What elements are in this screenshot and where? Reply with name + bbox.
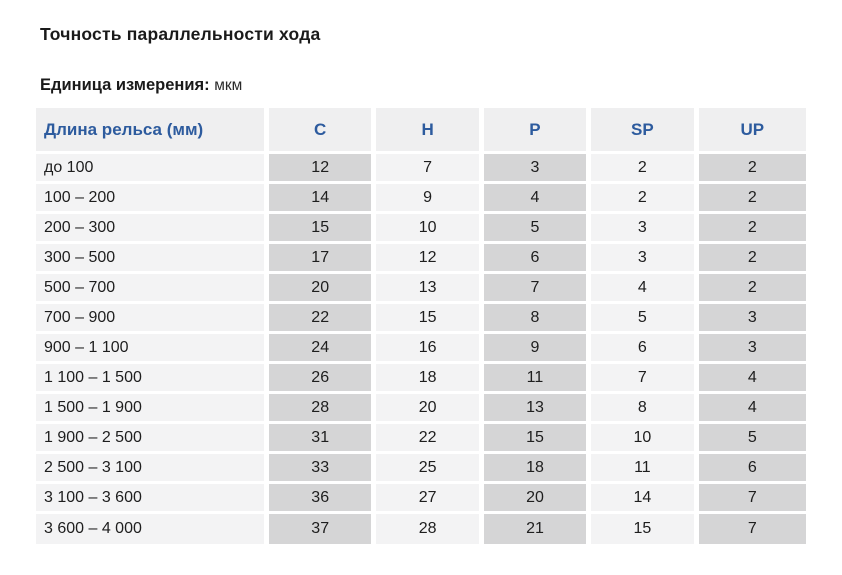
rail-length-cell: 300 – 500 <box>36 244 269 274</box>
rail-length-cell: 700 – 900 <box>36 304 269 334</box>
table-row <box>36 214 806 244</box>
value-cell: 31 <box>269 424 376 454</box>
table-row <box>36 274 806 304</box>
rail-length-cell: 1 500 – 1 900 <box>36 394 269 424</box>
value-cell: 9 <box>484 334 591 364</box>
rail-length-cell: 1 900 – 2 500 <box>36 424 269 454</box>
table-row <box>36 304 806 334</box>
value-cell: 6 <box>484 244 591 274</box>
value-cell: 11 <box>484 364 591 394</box>
value-cell: 2 <box>699 214 806 244</box>
column-header-h: H <box>376 108 483 154</box>
value-cell: 37 <box>269 514 376 544</box>
value-cell: 3 <box>699 304 806 334</box>
page-title: Точность параллельности хода <box>40 24 321 44</box>
value-cell: 5 <box>699 424 806 454</box>
value-cell: 28 <box>376 514 483 544</box>
header-row <box>36 108 806 154</box>
value-cell: 20 <box>484 484 591 514</box>
table-row <box>36 484 806 514</box>
column-header-sp: SP <box>591 108 698 154</box>
parallelism-accuracy-table <box>36 108 806 544</box>
value-cell: 15 <box>484 424 591 454</box>
value-cell: 10 <box>591 424 698 454</box>
rail-length-cell: 200 – 300 <box>36 214 269 244</box>
value-cell: 2 <box>591 184 698 214</box>
table-row <box>36 424 806 454</box>
column-header-rail-length: Длина рельса (мм) <box>36 108 269 154</box>
value-cell: 2 <box>591 154 698 184</box>
value-cell: 6 <box>591 334 698 364</box>
table-row <box>36 394 806 424</box>
value-cell: 8 <box>484 304 591 334</box>
value-cell: 8 <box>591 394 698 424</box>
value-cell: 24 <box>269 334 376 364</box>
table-head <box>36 108 806 154</box>
value-cell: 3 <box>484 154 591 184</box>
table-row <box>36 334 806 364</box>
value-cell: 15 <box>269 214 376 244</box>
value-cell: 5 <box>484 214 591 244</box>
value-cell: 13 <box>376 274 483 304</box>
value-cell: 7 <box>591 364 698 394</box>
value-cell: 22 <box>376 424 483 454</box>
rail-length-cell: 100 – 200 <box>36 184 269 214</box>
value-cell: 7 <box>376 154 483 184</box>
value-cell: 15 <box>591 514 698 544</box>
value-cell: 16 <box>376 334 483 364</box>
rail-length-cell: 900 – 1 100 <box>36 334 269 364</box>
value-cell: 4 <box>591 274 698 304</box>
rail-length-cell: 3 600 – 4 000 <box>36 514 269 544</box>
value-cell: 33 <box>269 454 376 484</box>
value-cell: 15 <box>376 304 483 334</box>
value-cell: 12 <box>269 154 376 184</box>
value-cell: 6 <box>699 454 806 484</box>
table-row <box>36 364 806 394</box>
value-cell: 14 <box>591 484 698 514</box>
rail-length-cell: 1 100 – 1 500 <box>36 364 269 394</box>
value-cell: 21 <box>484 514 591 544</box>
value-cell: 7 <box>484 274 591 304</box>
value-cell: 13 <box>484 394 591 424</box>
table-row <box>36 244 806 274</box>
value-cell: 4 <box>484 184 591 214</box>
value-cell: 3 <box>699 334 806 364</box>
unit-label: Единица измерения: <box>40 76 210 94</box>
value-cell: 2 <box>699 184 806 214</box>
value-cell: 20 <box>376 394 483 424</box>
unit-of-measure-line <box>40 76 806 95</box>
value-cell: 26 <box>269 364 376 394</box>
value-cell: 7 <box>699 514 806 544</box>
value-cell: 2 <box>699 244 806 274</box>
value-cell: 28 <box>269 394 376 424</box>
rail-length-cell: 3 100 – 3 600 <box>36 484 269 514</box>
value-cell: 2 <box>699 154 806 184</box>
column-header-p: P <box>484 108 591 154</box>
value-cell: 17 <box>269 244 376 274</box>
value-cell: 4 <box>699 364 806 394</box>
table-row <box>36 514 806 544</box>
value-cell: 14 <box>269 184 376 214</box>
value-cell: 20 <box>269 274 376 304</box>
value-cell: 7 <box>699 484 806 514</box>
value-cell: 11 <box>591 454 698 484</box>
value-cell: 27 <box>376 484 483 514</box>
rail-length-cell: 500 – 700 <box>36 274 269 304</box>
unit-value: мкм <box>214 77 243 94</box>
value-cell: 12 <box>376 244 483 274</box>
column-header-c: C <box>269 108 376 154</box>
table-body <box>36 154 806 544</box>
value-cell: 3 <box>591 244 698 274</box>
value-cell: 9 <box>376 184 483 214</box>
table-row <box>36 184 806 214</box>
value-cell: 5 <box>591 304 698 334</box>
table-row <box>36 154 806 184</box>
value-cell: 25 <box>376 454 483 484</box>
value-cell: 10 <box>376 214 483 244</box>
value-cell: 3 <box>591 214 698 244</box>
value-cell: 18 <box>484 454 591 484</box>
value-cell: 36 <box>269 484 376 514</box>
rail-length-cell: 2 500 – 3 100 <box>36 454 269 484</box>
table-row <box>36 454 806 484</box>
value-cell: 18 <box>376 364 483 394</box>
value-cell: 22 <box>269 304 376 334</box>
column-header-up: UP <box>699 108 806 154</box>
rail-length-cell: до 100 <box>36 154 269 184</box>
value-cell: 2 <box>699 274 806 304</box>
value-cell: 4 <box>699 394 806 424</box>
